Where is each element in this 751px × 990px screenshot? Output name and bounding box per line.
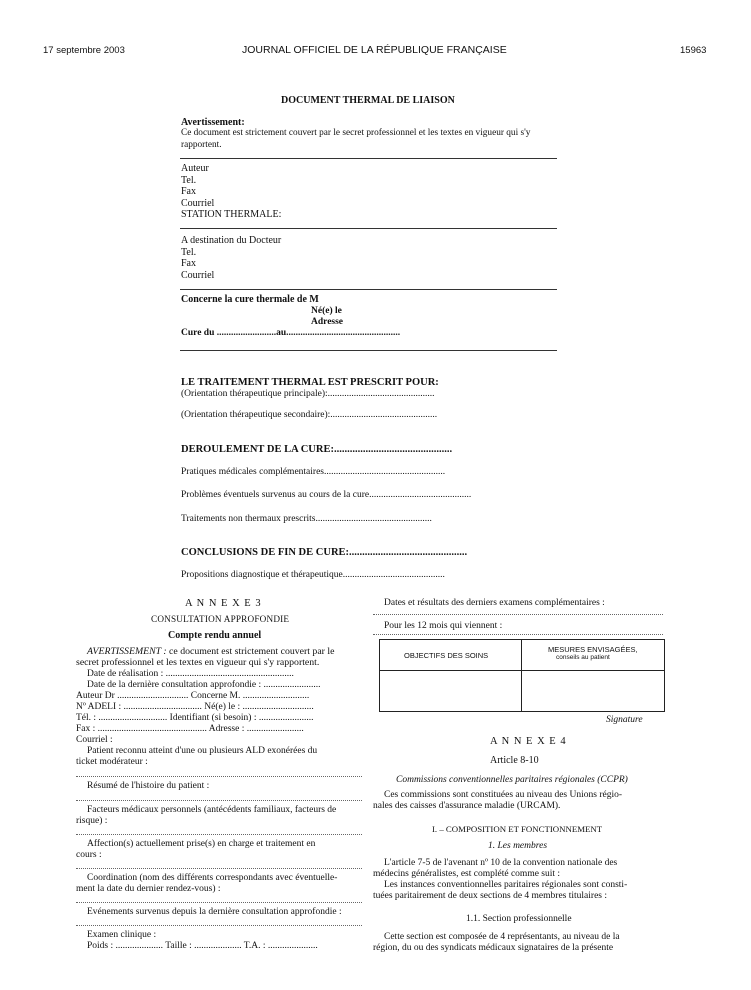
annexe3-subtitle: CONSULTATION APPROFONDIE	[151, 614, 290, 624]
commissions-line2: nales des caisses d'assurance maladie (URCAM).	[373, 801, 561, 811]
concerne: Concerne la cure thermale de M	[181, 294, 319, 305]
divider	[180, 228, 557, 229]
annexe4-article: Article 8-10	[490, 755, 539, 766]
traitements: Traitements non thermaux prescrits.................................................	[181, 514, 432, 524]
author-block	[181, 163, 481, 221]
doc-title: DOCUMENT THERMAL DE LIAISON	[281, 95, 455, 106]
annexe3-warning-cont: secret professionnel et les textes en vigueur qui s'y rapportent.	[76, 657, 320, 668]
author-line: Auteur	[181, 163, 209, 174]
dest-line: Courriel	[181, 269, 215, 281]
warning-line1: Ce document est strictement couvert par le secret professionnel et les textes en vigueur qui s'y	[181, 128, 531, 138]
annexe4-title: A N N E X E 4	[490, 736, 567, 747]
table-col2-subheader: conseils au patient	[556, 654, 610, 661]
ne-le: Né(e) le	[311, 306, 342, 316]
dotted-line	[76, 800, 362, 801]
warning-line2: rapportent.	[181, 140, 222, 150]
annexe3-warning-text: ce document est strictement couvert par le	[166, 646, 335, 657]
section-I: I. – COMPOSITION ET FONCTIONNEMENT	[432, 824, 603, 834]
orientation-secondaire: (Orientation thérapeutique secondaire):.............................................	[181, 410, 438, 420]
divider	[180, 158, 557, 159]
facteurs-line1: Facteurs médicaux personnels (antécédents familiaux, facteurs de	[87, 805, 337, 815]
table-col1-header: OBJECTIFS DES SOINS	[404, 651, 489, 660]
dotted-line	[76, 925, 362, 926]
fax-line: Fax : .............................................. Adresse : ........................	[76, 724, 304, 734]
header-page-number: 15963	[680, 45, 707, 56]
table-col-divider	[521, 640, 522, 711]
divider	[180, 289, 557, 290]
dotted-line	[76, 834, 362, 835]
warning-title: Avertissement:	[181, 117, 245, 128]
cure-du: Cure du .........................au................................................	[181, 328, 401, 338]
cette-line1: Cette section est composée de 4 représentants, au niveau de la	[384, 932, 620, 942]
commissions-line1: Ces commissions sont constituées au niveau des Unions régio-	[384, 790, 622, 800]
dotted-line	[76, 776, 362, 777]
author-line: Courriel	[181, 197, 215, 209]
adresse: Adresse	[311, 317, 344, 327]
patient-line2: ticket modérateur :	[76, 757, 148, 767]
commissions-title: Commissions conventionnelles paritaires régionales (CCPR)	[396, 775, 628, 785]
section-11: 1.1. Section professionnelle	[466, 914, 572, 924]
conclusions-title: CONCLUSIONS DE FIN DE CURE:.............................................	[181, 547, 468, 558]
facteurs-line2: risque) :	[76, 816, 108, 826]
affections-line2: cours :	[76, 850, 102, 860]
pour-12-mois: Pour les 12 mois qui viennent :	[384, 621, 503, 631]
traitement-title: LE TRAITEMENT THERMAL EST PRESCRIT POUR:	[181, 377, 439, 388]
coordination-line1: Coordination (nom des différents correspondants avec éventuelle-	[87, 873, 338, 883]
instances-line2: tuées paritairement de deux sections de 4 membres titulaires :	[373, 891, 607, 901]
annexe3-title: A N N E X E 3	[185, 598, 262, 609]
dest-line: Fax	[181, 258, 196, 269]
resume-line: Résumé de l'histoire du patient :	[87, 781, 210, 791]
auteur-line: Auteur Dr .............................. Concerne M. ............................	[76, 691, 310, 701]
adeli-line: Nº ADELI : ................................. Né(e) le : ..............................	[76, 702, 314, 712]
article-line2: médecins généralistes, est complété comme suit :	[373, 869, 561, 879]
section-1: 1. Les membres	[488, 841, 548, 851]
coordination-line2: ment la date du dernier rendez-vous) :	[76, 884, 221, 894]
dotted-line	[76, 868, 362, 869]
table-col2-header: MESURES ENVISAGÉES,	[548, 645, 638, 654]
affections-line1: Affection(s) actuellement prise(s) en charge et traitement en	[87, 839, 316, 849]
courriel-line: Courriel :	[76, 735, 113, 745]
dotted-line	[373, 634, 663, 635]
signature: Signature	[606, 715, 643, 725]
instances-line1: Les instances conventionnelles paritaires régionales sont consti-	[384, 880, 628, 890]
patient-line1: Patient reconnu atteint d'une ou plusieurs ALD exonérées du	[87, 746, 318, 756]
date-realisation: Date de réalisation : ......................................................	[87, 669, 294, 679]
objectives-table	[379, 639, 665, 712]
header-date: 17 septembre 2003	[43, 45, 125, 56]
problemes: Problèmes éventuels survenus au cours de la cure...........................................	[181, 490, 472, 500]
author-line: STATION THERMALE:	[181, 209, 282, 220]
dotted-line	[76, 902, 362, 903]
date-derniere: Date de la dernière consultation approfondie : ........................	[87, 680, 321, 690]
table-row-divider	[380, 670, 664, 671]
cette-line2: région, du ou des syndicats médicaux signataires de la présente	[373, 943, 614, 953]
annexe3-warning-label: AVERTISSEMENT :	[87, 646, 167, 657]
propositions: Propositions diagnostique et thérapeutique...........................................	[181, 570, 445, 580]
article-line1: L'article 7-5 de l'avenant nº 10 de la convention nationale des	[384, 858, 618, 868]
poids-line: Poids : .................... Taille : .................... T.A. : .....................	[87, 941, 318, 951]
orientation-principale: (Orientation thérapeutique principale):.............................................	[181, 389, 435, 399]
examen-line: Examen clinique :	[87, 930, 157, 940]
author-line: Fax	[181, 186, 196, 197]
annexe3-heading: Compte rendu annuel	[168, 630, 262, 641]
divider	[180, 350, 557, 351]
destination-block	[181, 235, 481, 281]
dest-line: Tel.	[181, 246, 197, 258]
dest-line: A destination du Docteur	[181, 235, 282, 246]
evenements-line: Evénements survenus depuis la dernière consultation approfondie :	[87, 907, 342, 917]
deroulement-title: DEROULEMENT DE LA CURE:.............................................	[181, 444, 453, 455]
dotted-line	[373, 614, 663, 615]
author-line: Tel.	[181, 174, 197, 186]
pratiques: Pratiques médicales complémentaires...................................................	[181, 467, 446, 477]
annexe3-warning	[87, 646, 334, 657]
dates-resultats: Dates et résultats des derniers examens complémentaires :	[384, 598, 605, 608]
tel-line: Tél. : ............................. Identifiant (si besoin) : .......................	[76, 713, 314, 723]
header-journal: JOURNAL OFFICIEL DE LA RÉPUBLIQUE FRANÇAISE	[242, 44, 507, 56]
